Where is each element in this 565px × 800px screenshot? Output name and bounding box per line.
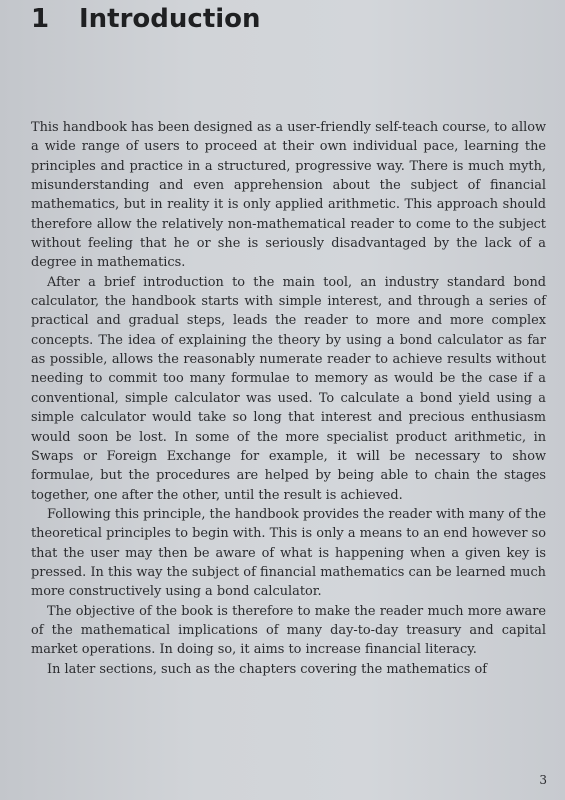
paragraph-5: In later sections, such as the chapters covering the mathematics of xyxy=(47,661,488,677)
chapter-title: Introduction xyxy=(79,4,261,34)
chapter-number: 1 xyxy=(31,4,50,34)
paragraph-3: Following this principle, the handbook provides the reader with many of the theoretical principles to begin with. This is only a means to an end however so that the user may then be aware of what is happening when a given key is pressed. In this way the subject of financial mathematics can be learned much more constructively using a bond calculator. xyxy=(31,506,547,600)
paragraph-1: This handbook has been designed as a user-friendly self-teach course, to allow a wide range of users to proceed at their own individual pace, learning the principles and practice in a structured, progressive way. There is much myth, misunderstanding and even apprehension about the subject of financial mathematics, but in reality it is only applied arithmetic. This approach should therefore allow the relatively non-mathematical reader to come to the subject without feeling that he or she is seriously disadvantaged by the lack of a degree in mathematics. xyxy=(31,120,546,271)
body-text xyxy=(31,118,546,679)
page-number: 3 xyxy=(539,773,547,787)
paragraph-2: After a brief introduction to the main tool, an industry standard bond calculator, the handbook starts with simple interest, and through a series of practical and gradual steps, leads the reader to more and more complex concepts. The idea of explaining the theory by using a bond calculator as far as possible, allows the reasonably numerate reader to achieve results without needing to commit too many formulae to memory as would be the case if a conventional, simple calculator was used. To calculate a bond yield using a simple calculator would take so long that interest and precious enthusiasm would soon be lost. In some of the more specialist product arithmetic, in Swaps or Foreign Exchange for example, it will be necessary to show formulae, but the procedures are helped by being able to chain the stages together, one after the other, until the result is achieved. xyxy=(31,274,546,503)
paragraph-4: The objective of the book is therefore to make the reader much more aware of the mathematical implications of many day-to-day treasury and capital market operations. In doing so, it aims to increase financial literacy. xyxy=(31,603,546,658)
chapter-heading xyxy=(31,4,261,34)
